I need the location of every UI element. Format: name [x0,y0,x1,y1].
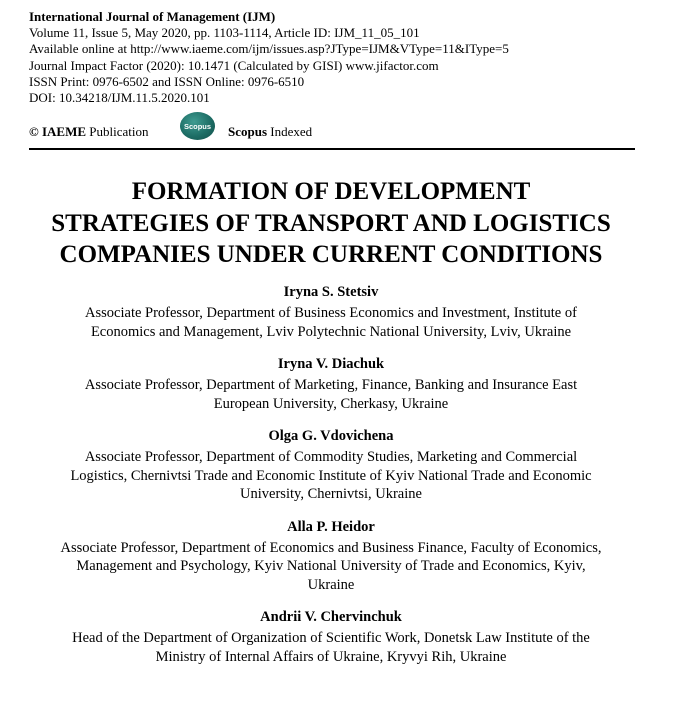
issn-info: ISSN Print: 0976-6502 and ISSN Online: 0976-6510 [29,73,305,89]
doi: DOI: 10.34218/IJM.11.5.2020.101 [29,90,210,106]
author-name: Iryna S. Stetsiv [283,284,379,300]
scopus-logo-icon [180,112,215,140]
affiliation-line: Economics and Management, Lviv Polytechnic National University, Lviv, Ukraine [90,323,572,340]
paper-title [0,176,662,271]
author-name: Andrii V. Chervinchuk [260,609,402,625]
affiliation-line: Ukraine [307,576,355,593]
affiliation-line: European University, Cherkasy, Ukraine [213,395,449,412]
author-name: Olga G. Vdovichena [268,428,394,444]
journal-name: International Journal of Management (IJM) [29,9,276,24]
author-affiliation [0,304,662,341]
author-block [0,518,662,595]
author-list [0,283,662,680]
affiliation-line: Associate Professor, Department of Marketing, Finance, Banking and Insurance East [84,377,578,393]
publisher-suffix: Publication [89,124,149,139]
affiliation-line: Associate Professor, Department of Economics and Business Finance, Faculty of Economics, [60,539,602,556]
affiliation-line: Associate Professor, Department of Commodity Studies, Marketing and Commercial [84,449,578,465]
author-affiliation [0,448,662,504]
affiliation-line: University, Chernivtsi, Ukraine [240,486,422,502]
author-block [0,427,662,504]
affiliation-line: Associate Professor, Department of Business Economics and Investment, Institute of [85,305,577,321]
copyright-symbol: © [29,124,39,139]
author-name: Iryna V. Diachuk [277,356,385,372]
affiliation-line: Head of the Department of Organization of Scientific Work, Donetsk Law Institute of the [72,630,590,646]
scopus-label: Scopus [228,124,268,139]
affiliation-line: Ministry of Internal Affairs of Ukraine, Kryvyi Rih, Ukraine [155,648,507,665]
affiliation-line: Management and Psychology, Kyiv National University of Trade and Economics, Kyiv, [76,558,586,574]
title-line: STRATEGIES OF TRANSPORT AND LOGISTICS [51,209,611,237]
author-affiliation [0,539,662,595]
publisher-name: IAEME [41,124,87,139]
online-url: Available online at http://www.iaeme.com/ijm/issues.asp?JType=IJM&VType=11&IType=5 [29,41,509,57]
impact-factor: Journal Impact Factor (2020): 10.1471 (Calculated by GISI) www.jifactor.com [29,57,439,73]
author-affiliation [0,376,662,413]
title-line: COMPANIES UNDER CURRENT CONDITIONS [59,241,603,268]
author-block [0,283,662,341]
author-block [0,355,662,413]
title-line: FORMATION OF DEVELOPMENT [131,178,531,205]
author-block [0,608,662,666]
author-affiliation [0,629,662,666]
scopus-indexed [228,124,312,140]
iaeme-publication [29,124,149,140]
affiliation-line: Logistics, Chernivtsi Trade and Economic Institute of Kyiv National Trade and Economic [70,467,592,484]
volume-info: Volume 11, Issue 5, May 2020, pp. 1103-1114, Article ID: IJM_11_05_101 [29,25,420,41]
publication-row [29,112,649,146]
indexed-label: Indexed [270,124,313,139]
scopus-badge-text: Scopus [183,121,212,131]
header-divider [29,148,635,150]
author-name: Alla P. Heidor [287,518,375,535]
journal-header [29,9,649,106]
